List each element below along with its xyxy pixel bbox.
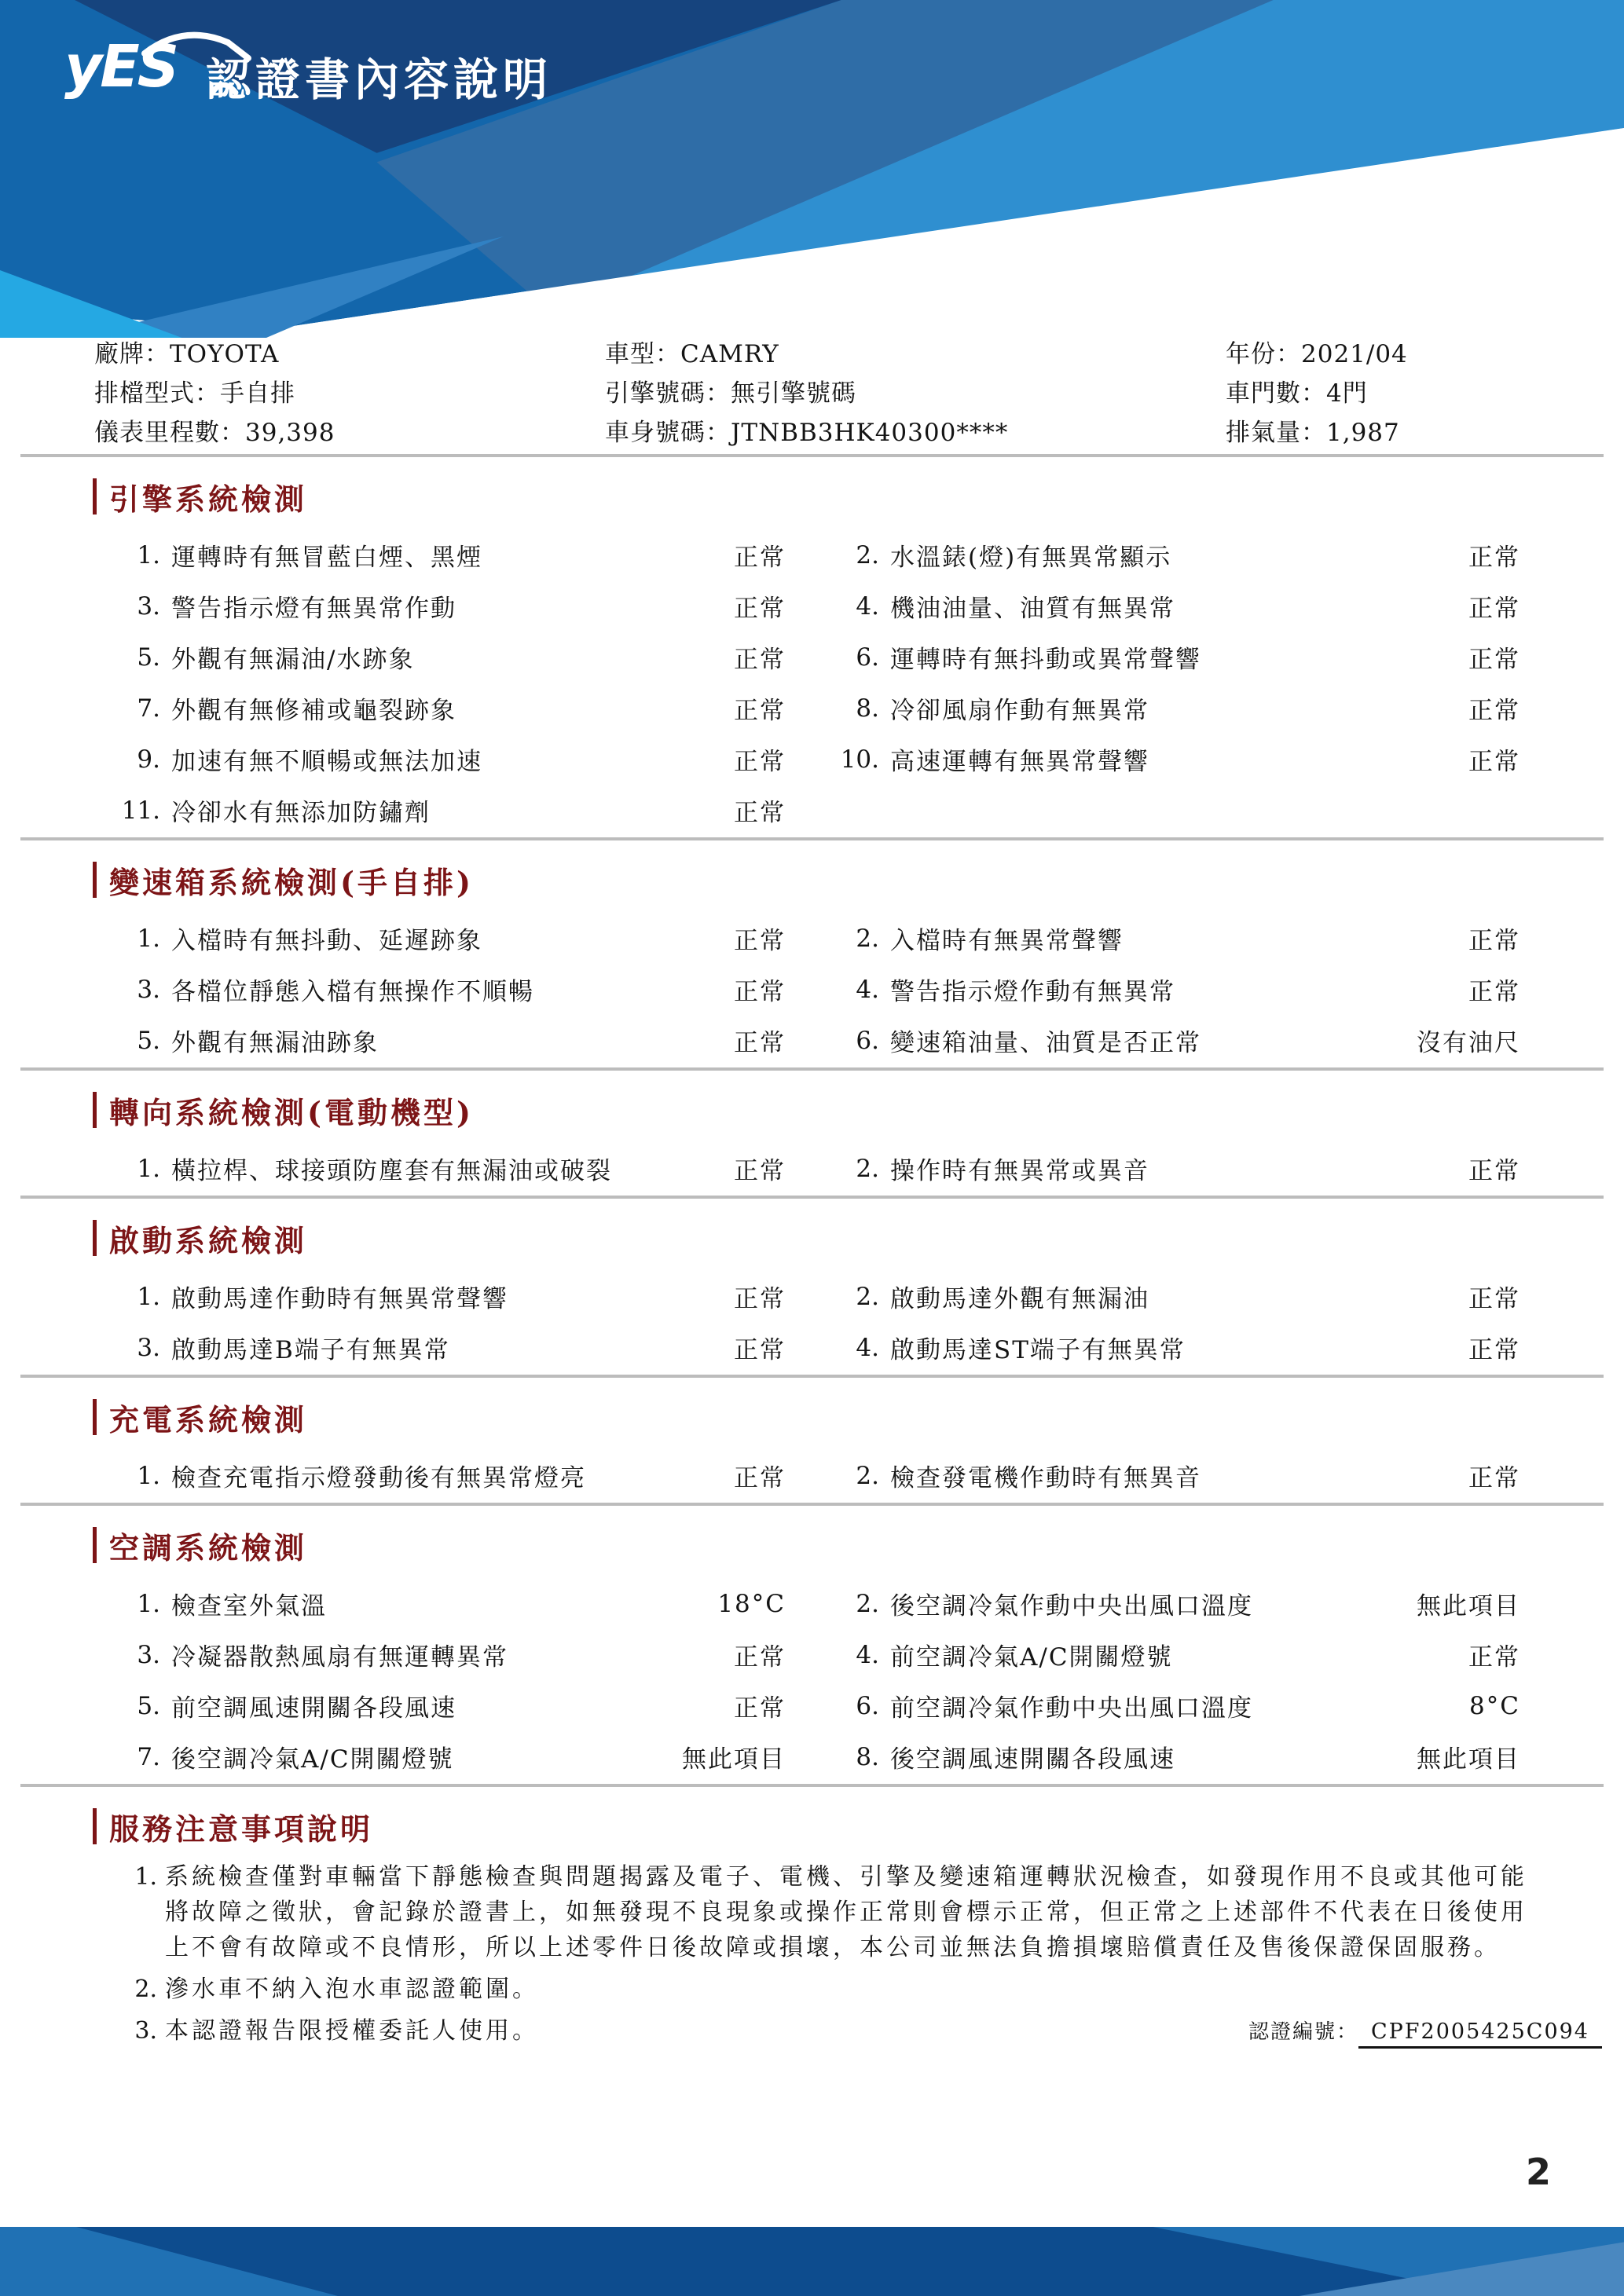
vehicle-info	[0, 335, 1624, 452]
item-number: 1.	[137, 1154, 160, 1183]
note-number: 1.	[134, 1863, 157, 1891]
section-items	[0, 1143, 1624, 1194]
note-item	[90, 1859, 1538, 1965]
section-bar	[93, 1399, 97, 1435]
vehicle-info-field: 引擎號碼：無引擎號碼	[605, 379, 856, 408]
section-header	[93, 478, 1624, 515]
item-result: 正常	[1468, 927, 1520, 955]
item-result: 正常	[1468, 544, 1520, 572]
item-result: 正常	[1468, 1643, 1520, 1672]
item-text: 啟動馬達B端子有無異常	[171, 1336, 450, 1364]
item-number: 8.	[856, 1742, 879, 1771]
item-text: 檢查充電指示燈發動後有無異常燈亮	[171, 1464, 586, 1492]
item-number: 3.	[137, 1640, 160, 1669]
inspection-row	[90, 1731, 1520, 1782]
yes-logo	[64, 31, 229, 118]
item-text: 入檔時有無異常聲響	[890, 927, 1124, 955]
item-text: 檢查發電機作動時有無異音	[890, 1464, 1201, 1492]
item-result: 正常	[1468, 646, 1520, 674]
item-number: 10.	[840, 745, 879, 774]
vehicle-info-field: 車型：CAMRY	[605, 340, 779, 368]
item-text: 外觀有無修補或龜裂跡象	[171, 697, 456, 725]
section-title: 轉向系統檢測(電動機型)	[109, 1094, 474, 1130]
item-result: 正常	[734, 748, 786, 776]
inspection-row	[90, 1578, 1520, 1629]
section-header	[93, 1398, 1624, 1436]
section-bar	[93, 478, 97, 514]
item-result: 正常	[1468, 1336, 1520, 1364]
item-result: 正常	[734, 978, 786, 1006]
section-title: 變速箱系統檢測(手自排)	[109, 864, 474, 900]
item-number: 3.	[137, 1333, 160, 1362]
inspection-row	[90, 1015, 1520, 1066]
section-title: 服務注意事項說明	[109, 1811, 374, 1847]
inspection-row	[90, 734, 1520, 785]
section-title: 啟動系統檢測	[109, 1222, 308, 1258]
item-number: 2.	[856, 540, 879, 569]
item-text: 啟動馬達外觀有無漏油	[890, 1285, 1149, 1313]
item-result: 正常	[734, 697, 786, 725]
item-number: 7.	[137, 1742, 160, 1771]
divider	[20, 837, 1604, 840]
item-result: 正常	[734, 1285, 786, 1313]
item-text: 前空調冷氣A/C開關燈號	[890, 1643, 1173, 1672]
yes-logo-text: yES	[64, 33, 178, 101]
item-number: 5.	[137, 1026, 160, 1055]
divider	[20, 454, 1604, 457]
item-text: 啟動馬達作動時有無異常聲響	[171, 1285, 508, 1313]
section-header	[93, 1219, 1624, 1257]
item-number: 1.	[137, 1461, 160, 1490]
item-text: 外觀有無漏油跡象	[171, 1029, 379, 1057]
item-number: 8.	[856, 694, 879, 723]
item-text: 橫拉桿、球接頭防塵套有無漏油或破裂	[171, 1157, 612, 1185]
item-text: 啟動馬達ST端子有無異常	[890, 1336, 1186, 1364]
item-number: 2.	[856, 924, 879, 953]
section-items	[0, 529, 1624, 836]
vehicle-info-field: 排氣量：1,987	[1226, 419, 1400, 447]
item-result: 正常	[1468, 1157, 1520, 1185]
note-text: 滲水車不納入泡水車認證範圍。	[165, 1976, 539, 2003]
page-number: 2	[1526, 2151, 1552, 2193]
section-items	[0, 1450, 1624, 1501]
item-result: 正常	[734, 1029, 786, 1057]
item-text: 警告指示燈作動有無異常	[890, 978, 1175, 1006]
section-bar	[93, 1220, 97, 1256]
item-number: 11.	[121, 796, 160, 825]
inspection-row	[90, 1450, 1520, 1501]
inspection-row	[90, 1143, 1520, 1194]
item-result: 8°C	[1469, 1691, 1520, 1720]
item-result: 無此項目	[1417, 1745, 1520, 1774]
inspection-row	[90, 1322, 1520, 1373]
item-result: 正常	[1468, 1464, 1520, 1492]
item-number: 4.	[856, 1640, 879, 1669]
vehicle-info-field: 車身號碼：JTNBB3HK40300****	[605, 419, 1009, 447]
item-text: 水溫錶(燈)有無異常顯示	[890, 544, 1172, 572]
item-result: 無此項目	[682, 1745, 786, 1774]
section-items	[0, 1271, 1624, 1373]
section-title: 空調系統檢測	[109, 1529, 308, 1565]
item-result: 正常	[1468, 595, 1520, 623]
section-title: 引擎系統檢測	[109, 481, 308, 517]
item-text: 變速箱油量、油質是否正常	[890, 1029, 1201, 1057]
inspection-row	[90, 580, 1520, 632]
note-item	[90, 1972, 1538, 2007]
note-number: 2.	[134, 1976, 157, 2003]
section-items	[0, 1578, 1624, 1782]
section-header	[93, 1091, 1624, 1129]
item-result: 正常	[734, 1643, 786, 1672]
item-number: 2.	[856, 1589, 879, 1618]
divider	[20, 1503, 1604, 1506]
item-text: 加速有無不順暢或無法加速	[171, 748, 482, 776]
inspection-row	[90, 785, 1520, 836]
certificate-number-value: CPF2005425C094	[1358, 2020, 1602, 2049]
certificate-number-label: 認證編號：	[1248, 2020, 1358, 2044]
certificate-number	[1248, 2016, 1602, 2045]
item-result: 正常	[734, 544, 786, 572]
vehicle-info-field: 年份：2021/04	[1226, 340, 1408, 368]
item-number: 2.	[856, 1461, 879, 1490]
note-text: 本認證報告限授權委託人使用。	[165, 2017, 539, 2045]
inspection-row	[90, 632, 1520, 683]
item-number: 4.	[856, 975, 879, 1004]
item-text: 冷卻風扇作動有無異常	[890, 697, 1149, 725]
item-text: 警告指示燈有無異常作動	[171, 595, 456, 623]
item-number: 1.	[137, 924, 160, 953]
inspection-row	[90, 913, 1520, 964]
item-number: 4.	[856, 1333, 879, 1362]
item-result: 無此項目	[1417, 1592, 1520, 1620]
note-number: 3.	[134, 2017, 157, 2045]
item-text: 前空調冷氣作動中央出風口溫度	[890, 1694, 1253, 1723]
inspection-row	[90, 1271, 1520, 1322]
page-title: 認證書內容說明	[206, 54, 552, 106]
item-result: 正常	[734, 927, 786, 955]
section-header	[93, 1526, 1624, 1564]
item-result: 正常	[734, 799, 786, 827]
item-text: 機油油量、油質有無異常	[890, 595, 1175, 623]
divider	[20, 1067, 1604, 1071]
item-number: 3.	[137, 975, 160, 1004]
item-number: 4.	[856, 591, 879, 621]
item-number: 9.	[137, 745, 160, 774]
item-text: 外觀有無漏油/水跡象	[171, 646, 415, 674]
item-text: 高速運轉有無異常聲響	[890, 748, 1149, 776]
section-header	[93, 1807, 1624, 1845]
item-result: 正常	[734, 646, 786, 674]
item-text: 入檔時有無抖動、延遲跡象	[171, 927, 482, 955]
item-text: 後空調冷氣A/C開關燈號	[171, 1745, 454, 1774]
vehicle-info-field: 車門數：4門	[1226, 379, 1368, 408]
item-number: 5.	[137, 1691, 160, 1720]
item-number: 1.	[137, 1282, 160, 1311]
item-text: 冷卻水有無添加防鏽劑	[171, 799, 431, 827]
item-result: 正常	[1468, 697, 1520, 725]
section-bar	[93, 1808, 97, 1844]
item-result: 正常	[734, 1336, 786, 1364]
section-bar	[93, 1092, 97, 1128]
item-result: 正常	[1468, 1285, 1520, 1313]
inspection-row	[90, 964, 1520, 1015]
item-text: 操作時有無異常或異音	[890, 1157, 1149, 1185]
item-result: 18°C	[717, 1589, 786, 1618]
item-number: 2.	[856, 1282, 879, 1311]
vehicle-info-field: 廠牌：TOYOTA	[94, 340, 280, 368]
footer-banner	[0, 2227, 1624, 2296]
item-result: 沒有油尺	[1417, 1029, 1520, 1057]
section-items	[0, 913, 1624, 1066]
note-text: 系統檢查僅對車輛當下靜態檢查與問題揭露及電子、電機、引擎及變速箱運轉狀況檢查，如發現作用不良或其他可能將故障之徵狀，會記錄於證書上，如無發現不良現象或操作正常則會標示正常，但正常之上述部件不代表在日後使用上不會有故障或不良情形，所以上述零件日後故障或損壞，本公司並無法負擔損壞賠償責任及售後保證保固服務。	[165, 1863, 1527, 1961]
section-header	[93, 861, 1624, 899]
item-number: 7.	[137, 694, 160, 723]
section-bar	[93, 1527, 97, 1563]
vehicle-info-field: 儀表里程數：39,398	[94, 419, 335, 447]
item-result: 正常	[734, 1694, 786, 1723]
item-number: 1.	[137, 540, 160, 569]
section-title: 充電系統檢測	[109, 1401, 308, 1437]
inspection-row	[90, 683, 1520, 734]
item-result: 正常	[734, 595, 786, 623]
vehicle-info-field: 排檔型式：手自排	[94, 379, 295, 408]
item-number: 6.	[856, 1026, 879, 1055]
inspection-row	[90, 529, 1520, 580]
item-number: 5.	[137, 643, 160, 672]
item-text: 後空調冷氣作動中央出風口溫度	[890, 1592, 1253, 1620]
item-text: 後空調風速開關各段風速	[890, 1745, 1175, 1774]
item-text: 前空調風速開關各段風速	[171, 1694, 456, 1723]
item-result: 正常	[734, 1157, 786, 1185]
item-result: 正常	[1468, 978, 1520, 1006]
divider	[20, 1375, 1604, 1378]
item-text: 運轉時有無抖動或異常聲響	[890, 646, 1201, 674]
item-result: 正常	[1468, 748, 1520, 776]
item-text: 運轉時有無冒藍白煙、黑煙	[171, 544, 482, 572]
divider	[20, 1196, 1604, 1199]
item-number: 6.	[856, 1691, 879, 1720]
inspection-row	[90, 1680, 1520, 1731]
item-result: 正常	[734, 1464, 786, 1492]
item-text: 冷凝器散熱風扇有無運轉異常	[171, 1643, 508, 1672]
item-number: 1.	[137, 1589, 160, 1618]
item-number: 3.	[137, 591, 160, 621]
section-bar	[93, 862, 97, 898]
item-number: 2.	[856, 1154, 879, 1183]
header-banner	[0, 0, 1624, 338]
item-number: 6.	[856, 643, 879, 672]
inspection-row	[90, 1629, 1520, 1680]
divider	[20, 1784, 1604, 1787]
item-text: 各檔位靜態入檔有無操作不順暢	[171, 978, 534, 1006]
item-text: 檢查室外氣溫	[171, 1592, 327, 1620]
